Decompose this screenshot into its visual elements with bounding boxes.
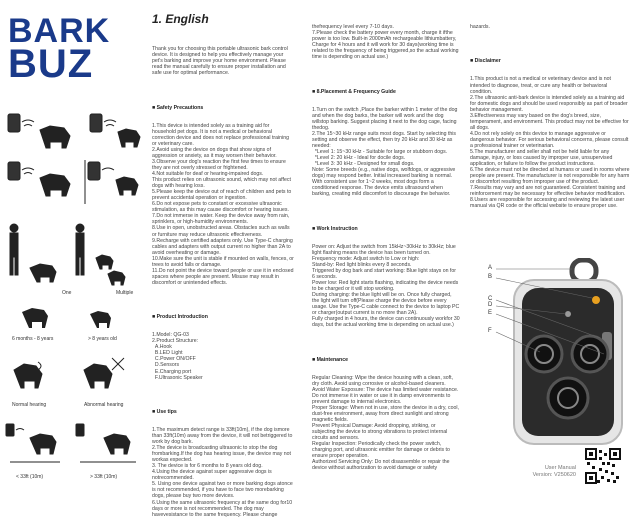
hazards-continuation: hazards. xyxy=(470,24,490,31)
hearing-illustration xyxy=(0,350,142,400)
placement-heading: ■ 8.Placement & Frequency Guide xyxy=(312,88,396,95)
age-8y-label: > 8 years old xyxy=(88,336,117,342)
distance-over-label: > 33ft (10m) xyxy=(90,474,118,480)
disclaimer-body: 1.This product is not a medical or veterinary device and is not intended to diagnose, treat, or cure any health or behavioral condition. 2.The ultrasonic anti-bark device is intended solely as a training aid for domestic dogs and should be used responsibly as part of broader behavior management. 3.Effectiveness may vary based on the dog's breed, size, temperament, and environment. This product may not be effective for all dogs. 4.Do not rely solely on this device to manage aggressive or dangerous behavior. For serious behavioral concerns, please consult a professional trainer or veterinarian. 5.The manufacturer and seller shall not be held liable for any damage, injury, or loss caused by improper use, unsupervised application, or failure to follow the product instructions. 6.The device must not be directed at humans or used in rooms where people are present. The manufacturer is not responsible for any harm or discomfort resulting from improper use of the product. 7.Results may vary and are not guaranteed. Consistent training and reinforcement may be necessary for effective behavior modification. 8.Users are responsible for accessing and reviewing the latest user manual via QR code or the official website to ensure proper use. xyxy=(470,76,630,210)
safety-heading: ■ Safety Precautions xyxy=(152,104,204,111)
product-intro-body: 1.Model: QG-03 2.Product Structure: A.Hook B.LED Light C.Power ON/OFF D.Sensors E.Charging port F.Ultrasonic Speaker xyxy=(152,332,203,381)
work-instruction-heading: ■ Work Instruction xyxy=(312,225,358,232)
letter-a: A xyxy=(488,265,493,271)
brand-line2: BUZ xyxy=(8,42,94,86)
one-label: One xyxy=(62,290,72,296)
led-light xyxy=(592,296,600,304)
manual-label: User Manual xyxy=(544,465,576,471)
speaker-top-left xyxy=(526,336,562,372)
age-6m-label: 6 months - 8 years xyxy=(12,336,54,342)
mount-illustration xyxy=(0,100,142,210)
brand-line1: BARK xyxy=(8,12,111,50)
multiple-label: Multiple xyxy=(116,290,134,296)
battery-paragraph: thefrequency level every 7-10 days. 7.Please check the battery power every month, charge it ifthe power is too low. Built-in 2000mAh rechargeable lithiumbattery, Charge for 4 hours and it will work for 30 days(working time is related to the frequency of being triggered,so the actual working time is depending on actual use.) xyxy=(312,24,459,61)
people-illustration xyxy=(0,218,142,298)
speaker-top-right xyxy=(572,336,608,372)
manual-footer xyxy=(520,465,576,479)
page-title: 1. English xyxy=(152,12,209,26)
safety-body: 1.This device is intended solely as a training aid for household pet dogs. It is not a medical or behavioral correction device and does not replace professional training or veterinary care. 2.Avoid using the device on dogs that show signs of aggression or anxiety, as it may worsen their behavior. 3.Observe your dog's reaction the first few times to ensure they are not overly stressed or frightened. 4.Not suitable for deaf or hearing-impaired dogs. This product relies on ultrasonic sound, which may not affect dogs with hearing loss. 5.Please keep the device out of reach of children and pets to prevent accidental operation or ingestion. 6.Do not expose pets to constant or excessive ultrasonic stimulation, as this may cause discomfort or hearing issues. 7.Do not immerse in water. Keep the device away from rain, sprinklers, or high-humidity environments. 8.Use in open, unobstructed areas. Obstacles such as walls or furniture may reduce ultrasonic effectiveness. 9.Recharge with certified adapters only. Use Type-C charging cables and adapters with output current no higher than 2A to avoid overheating or damage. 10.Make sure the unit is stable if mounted on walls, fences, or trees to avoid falls or damage. 11.Do not point the device toward people or use it in enclosed spaces where people are present. Misuse may result in discomfort or unintended effects. xyxy=(152,122,294,286)
intro-paragraph: Thank you for choosing this portable ultrasonic bark control device. It is designed to help you effectively manage your pet's barking and improve your home environment. Please read the manual carefully to ensure proper installation and safe use for optimal performance. xyxy=(152,46,290,77)
version-label: Version: V250620 xyxy=(532,472,576,478)
normal-hearing-label: Normal hearing xyxy=(12,402,47,408)
speaker-bottom xyxy=(548,378,588,418)
device-diagram xyxy=(488,258,624,448)
hook-shape xyxy=(572,260,596,282)
letter-f: F xyxy=(488,328,492,334)
maintenance-heading: ■ Maintenance xyxy=(312,356,348,363)
letter-c: C xyxy=(488,296,493,302)
disclaimer-heading: ■ Disclaimer xyxy=(470,58,501,65)
letter-d: D xyxy=(488,302,493,308)
use-tips-heading: ■ Use tips xyxy=(152,408,177,415)
use-tips-body: 1.The maximum detect range is 33ft(10m), if the dog ismore than 33ft(10m) away from the device, it will not betriggered to work by dog bark. 2.The device is broadcasting ultrasonic to stop the dog frombarking.If the dog has hearing issue, the device may not workas expected. 3. The device is for 6 months to 8 years old dog. 4.Using the device against super aggressive dogs is notrecommended. 5. Using one device against two or more barking dogs atonce is not recommended, if you have to face two morebarking dogs, please buy two more devices. 6.Using the same ultrasonic frequency at the same dog for10 days or more is not recommended. The dog may havevesistance to the same frequency. Please change xyxy=(152,426,293,518)
work-instruction-body: Power on: Adjust the switch from 15kHz~30kHz to 30kHz; blue light flashing means the device has been turned on. Frequency mode: Adjust switch to Low or high: Stand-by: Red light blinks every 8 seconds. Triggered by dog bark and start working: Blue light stays on for 6 seconds. Power low: Red light starts flashing, indicating the device needs to be charged or it will stop working. During charging: the blue light will be on. Once fully charged, the light will turn off(Please charge the device before every usage. Use the Type-C cable connect to the device to laptop PC or charger(output current is no more than 2A). Fully charged in 4 hours, the device can continuously workfor 30 days, but the actual working time is depending on actual use.) xyxy=(312,243,460,329)
placement-body: 1.Turn on the switch ,Place the barker within 1 meter of the dog and when the dog barks, the barker will work and the dog willstop barking. Suggest placing it next to the dog cage, facing thedog. 2.The 15~30 kHz range suits most dogs. Start by selecting this setting and observe the effect, then try 20 kHz and 30 kHz as needed: *Level 1: 15~30 kHz - Suitable for large or stubborn dogs. *Level 2: 20 kHz - Ideal for docile dogs. *Level 3: 30 kHz - Designed for small dogs. Note: Some breeds (e.g., native dogs, wolfdogs, or aggressive dogs) may respond better. Initial increased barking is normal. With consistent use for 1~2 weeks, most dogs form a conditioned response. The device emits ultrasound when barking, creating mild discomfort to discourage the behavior. xyxy=(312,106,458,198)
distance-under-label: < 33ft (10m) xyxy=(16,474,44,480)
text-column-3 xyxy=(470,12,630,216)
letter-e: E xyxy=(488,310,493,316)
text-column-1 xyxy=(152,34,294,524)
illustration-column xyxy=(0,0,142,490)
qr-code-icon xyxy=(585,448,621,484)
maintenance-body: Regular Cleaning: Wipe the device housing with a clean, soft, dry cloth. Avoid using corrosive or alcohol-based cleaners. Avoid Water Exposure: The device has limited water resistance. Do not immerse it in water or use it in damp environments to prevent damage to internal electronics. Proper Storage: When not in use, store the device in a dry, cool, dust-free environment, away from direct sunlight and strong magnetic fields. Prevent Physical Damage: Avoid dropping, striking, or subjecting the device to strong vibrations to protect internal circuits and sensors. Regular Inspection: Periodically check the power switch, charging port, and ultrasonic emitter for damage or debris to ensure proper operation. Authorized Servicing Only: Do not disassemble or repair the device without authorization to avoid damage or safety xyxy=(312,374,459,472)
product-intro-heading: ■ Product Introduction xyxy=(152,314,208,321)
letter-b: B xyxy=(488,274,493,280)
text-column-2 xyxy=(312,12,460,478)
abnormal-hearing-label: Abnormal hearing xyxy=(84,402,124,408)
distance-illustration xyxy=(0,414,142,470)
brand-logo xyxy=(8,12,111,86)
